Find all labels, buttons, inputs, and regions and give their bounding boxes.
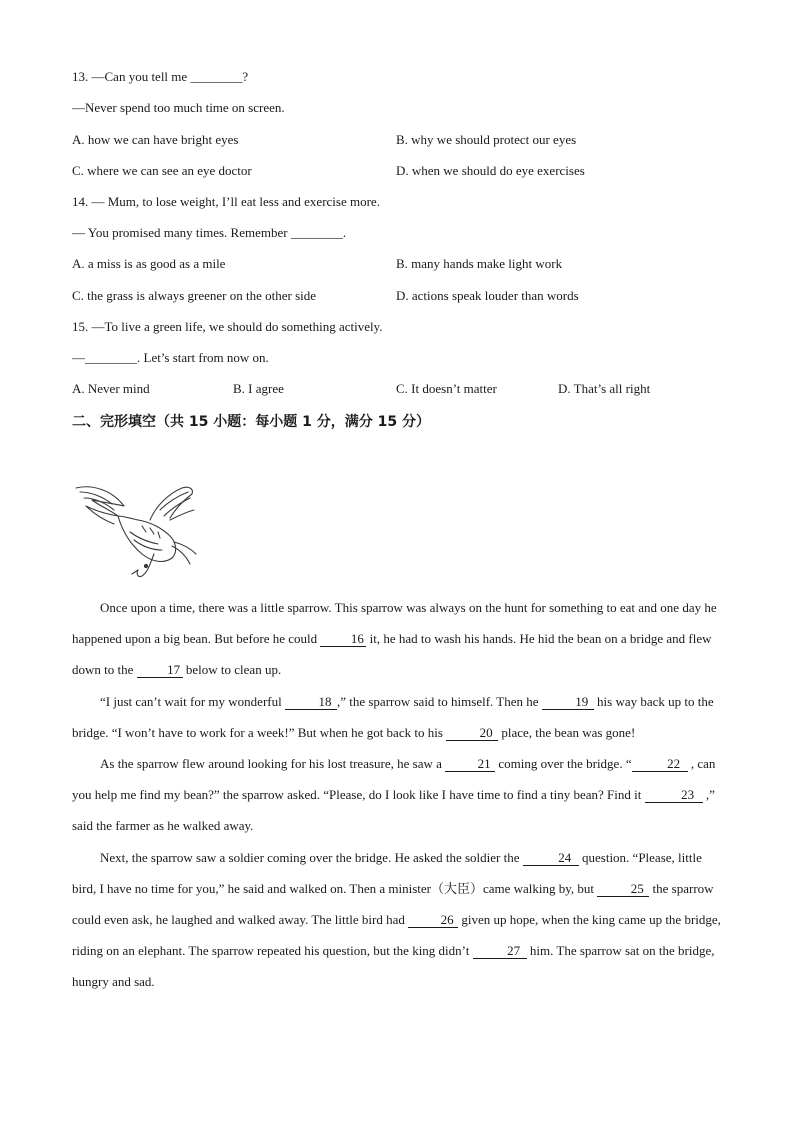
q14-option-d: D. actions speak louder than words <box>396 288 579 303</box>
passage-text: Once upon a time, there was a little sparrow. This sparrow was always on the hunt for something to eat and one day he happened upon a big bean. But before he could <box>72 600 717 647</box>
question-13-stem: 13. —Can you tell me ________? <box>72 69 249 84</box>
blank-19[interactable]: 19 <box>542 695 594 710</box>
q14-option-c: C. the grass is always greener on the other side <box>72 288 317 303</box>
passage-text: As the sparrow flew around looking for his lost treasure, he saw a <box>100 756 446 772</box>
blank-25[interactable]: 25 <box>597 882 649 897</box>
section-heading-cloze: 二、完形填空（共 15 小题：每小题 1 分，满分 15 分） <box>72 414 430 430</box>
passage-paragraph-2 <box>72 686 722 748</box>
cloze-passage <box>72 592 722 998</box>
question-14-stem: 14. — Mum, to lose weight, I’ll eat less and exercise more. <box>72 194 380 209</box>
blank-17[interactable]: 17 <box>137 663 183 678</box>
passage-text: “I just can’t wait for my wonderful <box>100 693 285 709</box>
blank-16[interactable]: 16 <box>320 632 366 647</box>
question-15-stem: 15. —To live a green life, we should do something actively. <box>72 319 383 334</box>
blank-18[interactable]: 18 <box>285 695 337 710</box>
q14-option-b: B. many hands make light work <box>396 256 563 271</box>
question-13-reply: —Never spend too much time on screen. <box>72 100 285 115</box>
passage-text: his way back up to the bridge. “I won’t have to work for a week!” But when he got back to his <box>72 693 714 740</box>
q13-option-c: C. where we can see an eye doctor <box>72 163 252 178</box>
question-14-reply: — You promised many times. Remember ________. <box>72 225 347 240</box>
q13-option-a: A. how we can have bright eyes <box>72 132 239 147</box>
q15-option-b: B. I agree <box>233 381 284 396</box>
passage-text: coming over the bridge. “ <box>495 756 632 772</box>
blank-23[interactable]: 23 <box>645 788 703 803</box>
q13-option-b: B. why we should protect our eyes <box>396 132 577 147</box>
passage-text: , can you help me find my bean?” the sparrow asked. “Please, do I look like I have time to find a tiny bean? Find it <box>72 756 716 803</box>
q14-option-a: A. a miss is as good as a mile <box>72 256 226 271</box>
passage-text: question. “Please, little bird, I have no time for you,” he said and walked on. Then a minister（大臣）came walking by, but <box>72 849 702 896</box>
blank-20[interactable]: 20 <box>446 726 498 741</box>
passage-text: place, the bean was gone! <box>498 724 636 740</box>
blank-26[interactable]: 26 <box>408 913 458 928</box>
blank-24[interactable]: 24 <box>523 851 579 866</box>
passage-text: below to clean up. <box>182 662 282 678</box>
sparrow-illustration <box>72 480 198 580</box>
passage-text: ,” said the farmer as he walked away. <box>72 787 715 834</box>
passage-text: it, he had to wash his hands. He hid the bean on a bridge and flew down to the <box>72 631 712 678</box>
passage-paragraph-4 <box>72 842 722 998</box>
passage-text: Next, the sparrow saw a soldier coming over the bridge. He asked the soldier the <box>100 849 523 865</box>
q15-option-c: C. It doesn’t matter <box>396 381 497 396</box>
blank-21[interactable]: 21 <box>445 757 495 772</box>
q15-option-d: D. That’s all right <box>558 381 651 396</box>
blank-22[interactable]: 22 <box>632 757 688 772</box>
passage-text: ,” the sparrow said to himself. Then he <box>336 693 542 709</box>
q15-option-a: A. Never mind <box>72 381 150 396</box>
q13-option-d: D. when we should do eye exercises <box>396 163 585 178</box>
passage-paragraph-1 <box>72 592 722 686</box>
question-15-reply: —________. Let’s start from now on. <box>72 350 269 365</box>
blank-27[interactable]: 27 <box>473 944 527 959</box>
passage-paragraph-3 <box>72 748 722 842</box>
passage-text: him. The sparrow sat on the bridge, hungry and sad. <box>72 943 715 990</box>
passage-text: given up hope, when the king came up the bridge, riding on an elephant. The sparrow repeated his question, but the king didn’t <box>72 912 721 959</box>
passage-text: the sparrow could even ask, he laughed and walked away. The little bird had <box>72 880 714 928</box>
